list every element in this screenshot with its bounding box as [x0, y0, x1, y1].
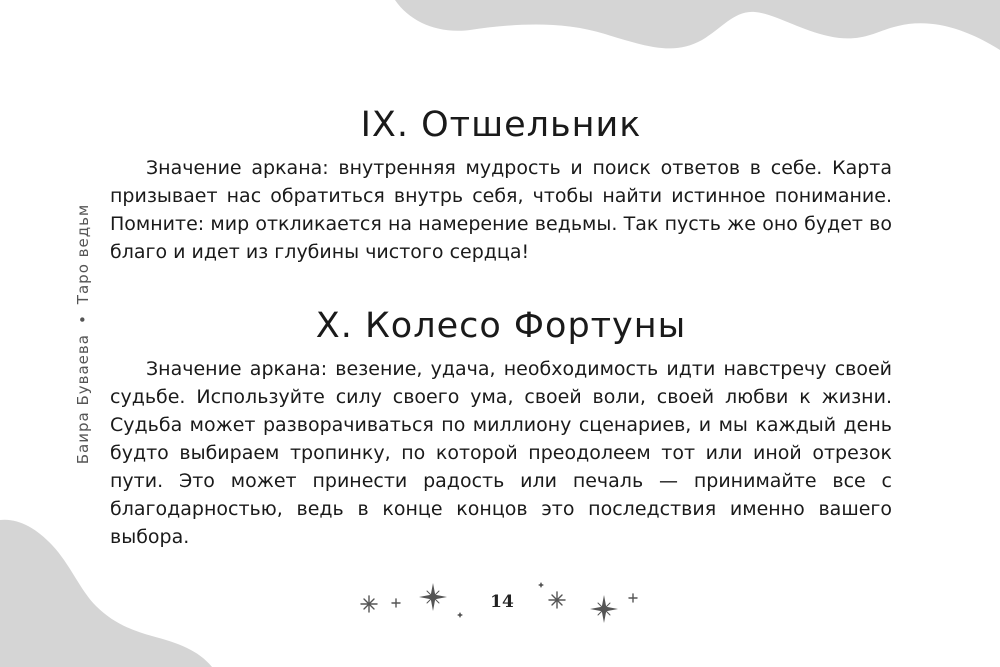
- section-text-wheel-of-fortune: Значение аркана: везение, удача, необходимость идти навстречу своей судьбе. Используйте силу своего ума, своей воли, своей любви к жизни. Судьба может разворачиваться по миллиону сценариев, и мы каждый день будто выбираем тропинку, по которой преодолеем тот или иной отрезок пути. Это может принести радость или печаль — принимайте все с благодарностью, ведь в конце концов это последствия именно вашего выбора.: [110, 358, 892, 548]
- running-head-book-title: Таро ведьм: [74, 203, 92, 305]
- top-right-blob: [395, 0, 1000, 50]
- section-text-hermit: Значение аркана: внутренняя мудрость и поиск ответов в себе. Карта призывает нас обратиться внутрь себя, чтобы найти истинное понимание. Помните: мир откликается на намерение ведьмы. Так пусть же оно будет во благо и идет из глубины чистого сердца!: [110, 157, 892, 263]
- running-head-separator: •: [74, 314, 92, 325]
- section-title-hermit: IX. Отшельник: [360, 105, 642, 145]
- running-head: [74, 204, 92, 464]
- page-content: [110, 96, 892, 551]
- section-title-wheel-of-fortune: X. Колесо Фортуны: [315, 306, 687, 346]
- running-head-author: Баира Буваева: [74, 334, 92, 465]
- page-number: 14: [490, 592, 514, 612]
